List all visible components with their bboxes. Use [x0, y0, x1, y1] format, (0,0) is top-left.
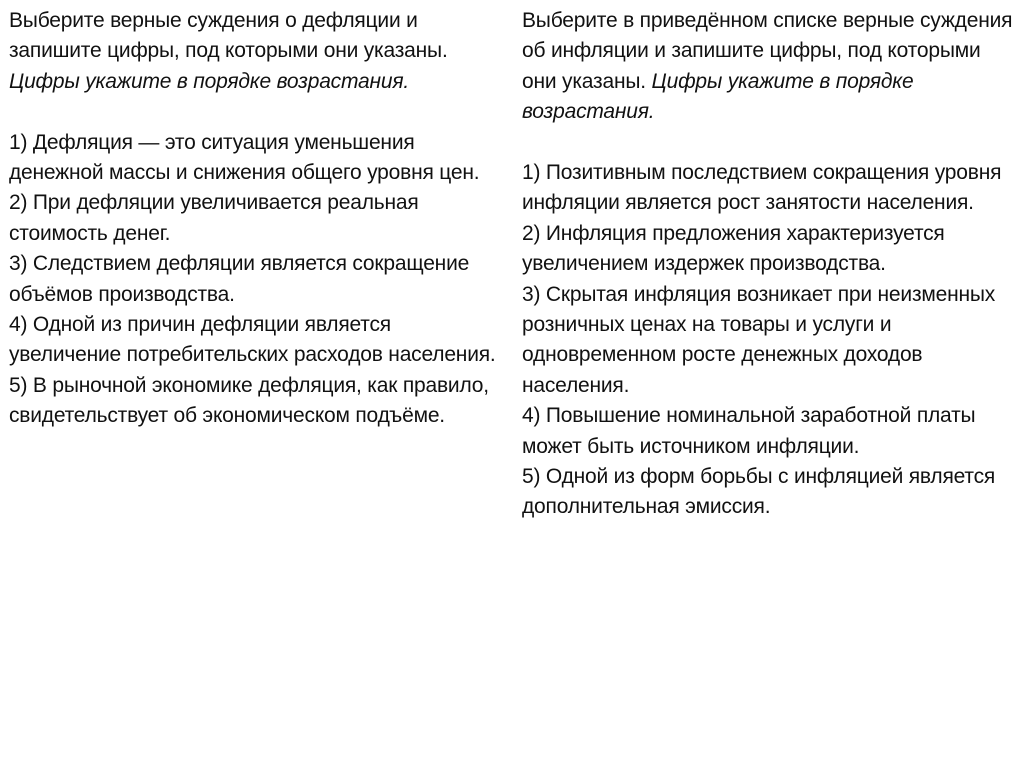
deflation-option-1: 1) Дефляция — это ситуация уменьшения денежной массы и снижения общего уровня цен. — [9, 130, 480, 185]
deflation-question-column — [9, 6, 501, 432]
spacer — [522, 128, 1018, 158]
deflation-instruction-italic: Цифры укажите в порядке возрастания. — [9, 69, 410, 93]
inflation-option-3: 3) Скрытая инфляция возникает при неизменных розничных ценах на товары и услуги и одновременном росте денежных доходов населения. — [522, 282, 996, 397]
deflation-instruction — [9, 6, 501, 97]
inflation-option-4: 4) Повышение номинальной заработной платы может быть источником инфляции. — [522, 404, 976, 458]
spacer — [9, 97, 501, 127]
inflation-option-1: 1) Позитивным последствием сокращения уровня инфляции является рост занятости населения. — [522, 161, 1002, 215]
deflation-option-3: 3) Следствием дефляции является сокращение объёмов производства. — [9, 252, 470, 306]
deflation-option-2: 2) При дефляции увеличивается реальная стоимость денег. — [9, 191, 419, 245]
deflation-option-4: 4) Одной из причин дефляции является увеличение потребительских расходов населения. — [9, 313, 496, 367]
inflation-instruction-text: Выберите в приведённом списке верные суждения об инфляции и запишите цифры, под которыми они указаны. — [522, 9, 1013, 93]
inflation-option-2: 2) Инфляция предложения характеризуется увеличением издержек производства. — [522, 221, 945, 276]
inflation-question-column — [522, 6, 1018, 523]
inflation-instruction-italic: Цифры укажите в порядке возрастания. — [522, 69, 914, 124]
inflation-option-5: 5) Одной из форм борьбы с инфляцией является дополнительная эмиссия. — [522, 465, 996, 519]
deflation-option-5: 5) В рыночной экономике дефляция, как правило, свидетельствует об экономическом подъёме. — [9, 373, 489, 428]
inflation-instruction — [522, 6, 1018, 128]
deflation-instruction-text: Выберите верные суждения о дефляции и запишите цифры, под которыми они указаны. — [9, 9, 448, 63]
